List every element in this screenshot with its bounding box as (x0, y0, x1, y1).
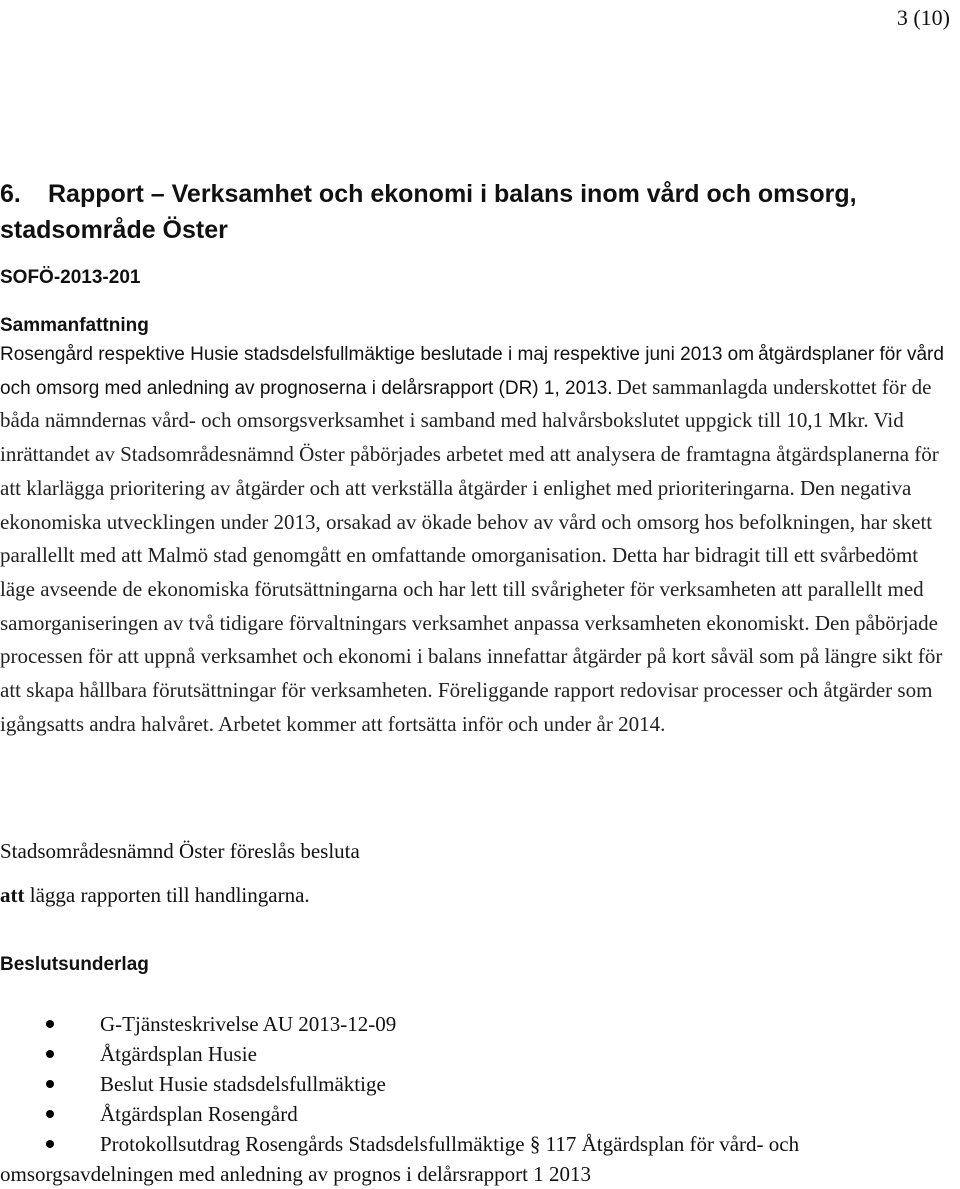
summary-text-intro: Rosengård respektive Husie stadsdelsfullmäktige beslutade i maj respektive juni 2013 om (0, 344, 755, 365)
bullet-icon (46, 1020, 54, 1028)
summary-title: Sammanfattning (0, 315, 149, 336)
page-number: 3 (10) (896, 5, 950, 30)
bullet-icon (46, 1140, 54, 1148)
list-item (0, 1009, 958, 1039)
summary-paragraph (0, 340, 958, 742)
list-item-text: Åtgärdsplan Rosengård (100, 1102, 298, 1126)
list-item-text: Protokollsutdrag Rosengårds Stadsdelsfullmäktige § 117 Åtgärdsplan för vård- och omsorgsavdelningen med anledning av prognos i delårsrapport 1 2013 (0, 1132, 800, 1186)
list-item-text: Beslut Husie stadsdelsfullmäktige (100, 1072, 386, 1096)
basis-title: Beslutsunderlag (0, 954, 149, 975)
list-item (0, 1129, 958, 1189)
decision-body: lägga rapporten till handlingarna. (29, 883, 310, 907)
list-item (0, 1039, 958, 1069)
decision-text (0, 880, 310, 910)
section-heading (0, 176, 950, 248)
list-item-text: Åtgärdsplan Husie (100, 1042, 257, 1066)
section-number: 6. (0, 180, 21, 208)
bullet-icon (46, 1080, 54, 1088)
document-reference: SOFÖ-2013-201 (0, 267, 141, 288)
attachment-list (0, 1009, 958, 1189)
summary-text-light: åtgärdsplaner för vård och omsorg med anledning av prognoserna i delårsrapport (DR) 1, 2013. (0, 344, 944, 399)
list-item-text: G-Tjänsteskrivelse AU 2013-12-09 (100, 1012, 397, 1036)
bullet-icon (46, 1110, 54, 1118)
list-item (0, 1099, 958, 1129)
list-item (0, 1069, 958, 1099)
bullet-icon (46, 1050, 54, 1058)
decision-att: att (0, 883, 25, 907)
summary-text-body: Det sammanlagda underskottet för de båda nämndernas vård- och omsorgsverksamhet i samband med halvårsbokslutet uppgick till 10,1 Mkr. Vid inrättandet av Stadsområdesnämnd Öster påbörjades arbetet med att analysera de framtagna åtgärdsplanerna för att klarlägga prioritering av åtgärder och att verkställa åtgärder i enlighet med prioriteringarna. Den negativa ekonomiska utvecklingen under 2013, orsakad av ökade behov av vård och omsorg hos befolkningen, har skett parallellt med att Malmö stad genomgått en omfattande omorganisation. Detta har bidragit till ett svårbedömt läge avseende de ekonomiska förutsättningarna och har lett till svårigheter för verksamheten att parallellt med samorganiseringen av två tidigare förvaltningars verksamhet anpassa verksamheten ekonomiskt. Den påbörjade processen för att uppnå verksamhet och ekonomi i balans innefattar åtgärder på kort såväl som på längre sikt för att skapa hållbara förutsättningar för verksamheten. Föreliggande rapport redovisar processer och åtgärder som igångsatts andra halvåret. Arbetet kommer att fortsätta inför och under år 2014. (0, 374, 943, 736)
summary-section (0, 312, 958, 742)
section-title: Rapport – Verksamhet och ekonomi i balans inom vård och omsorg, stadsområde Öster (0, 180, 857, 244)
proposal-text: Stadsområdesnämnd Öster föreslås besluta (0, 839, 360, 863)
